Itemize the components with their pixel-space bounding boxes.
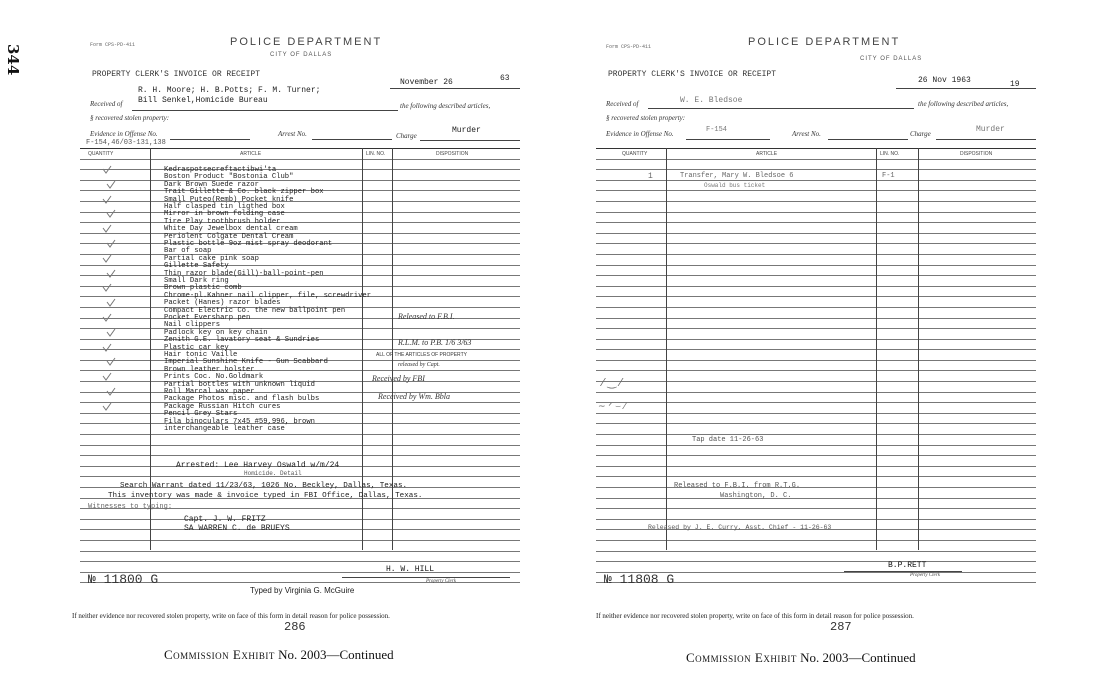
ruled-line: [80, 276, 520, 287]
invoice-heading: PROPERTY CLERK'S INVOICE OR RECEIPT: [608, 70, 777, 79]
ruled-line: [596, 530, 1036, 541]
article-item: Nail clippers: [164, 321, 221, 330]
ruled-line: [596, 371, 1036, 382]
property-clerk-name: H. W. HILL: [386, 565, 435, 574]
property-invoice-right: [596, 30, 1044, 634]
invoice-year: 19: [1010, 80, 1020, 89]
evidence-label: Evidence in Offense No.: [90, 130, 158, 138]
city-label: CITY OF DALLAS: [860, 56, 923, 62]
check-mark-icon: [102, 372, 112, 381]
ruled-line: [80, 541, 520, 552]
page-stamp: 287: [830, 620, 852, 634]
ruled-line: [80, 255, 520, 266]
ruled-line: [80, 530, 520, 541]
col-article: ARTICLE: [240, 151, 262, 157]
disposition-5: Received by Wm. Bbla: [378, 392, 450, 401]
col-quantity: QUANTITY: [88, 151, 114, 157]
col-article: ARTICLE: [756, 151, 778, 157]
article-item: Chrome-pl.Kahner nail clipper, file, screwdriver: [164, 291, 372, 300]
article-item: Compact Electric Co. the new ballpoint pen: [164, 306, 346, 315]
disposition-3: released by Capt.: [398, 362, 440, 368]
ruled-line: [80, 213, 520, 224]
ruled-line: [80, 520, 520, 531]
ruled-line: [596, 234, 1036, 245]
ruled-line: [596, 467, 1036, 478]
invoice-date: 26 Nov 1963: [918, 76, 971, 85]
release-line3: Released by J. E. Curry, Asst. Chief - 11-26-63: [648, 524, 832, 531]
article-item: Plastic bottle 9oz mist spray deodorant: [164, 240, 333, 248]
handwritten-mark: ~ ᐟ ⌣ ⁄: [598, 402, 626, 412]
offense-value: F-154: [706, 126, 728, 134]
ruled-line: [596, 509, 1036, 520]
ruled-line: [596, 382, 1036, 393]
col-lin: LIN. NO.: [366, 151, 386, 157]
recovered-label: § recovered stolen property:: [90, 114, 170, 122]
charge-value: Murder: [976, 125, 1005, 134]
following-label: the following described articles,: [918, 100, 1009, 108]
ruled-line: [596, 435, 1036, 446]
department-title: POLICE DEPARTMENT: [748, 36, 901, 48]
ruled-line: [80, 435, 520, 446]
arrested-line1: Arrested: Lee Harvey Oswald w/m/24: [176, 461, 340, 470]
arrested-line2: Homicide. Detail: [244, 470, 302, 477]
property-clerk-label: Property Clerk: [426, 579, 456, 584]
check-mark-icon: [102, 283, 112, 292]
property-clerk-label: Property Clerk: [910, 573, 940, 578]
form-code: Form CPS-PD-411: [606, 44, 652, 50]
ruled-line: [596, 244, 1036, 255]
offense-value: F-154,46/03-131,138: [86, 139, 166, 147]
ruled-line: [596, 477, 1036, 488]
footnote: If neither evidence nor recovered stolen property, write on face of this form in detail reason for police possession.: [596, 612, 914, 620]
check-mark-icon: [106, 298, 116, 307]
ruled-line: [596, 414, 1036, 425]
article-item: Pencil Grey Stars: [164, 410, 238, 419]
check-mark-icon: [106, 239, 116, 248]
article-item: Fila binoculars 7x45 #59,996, brown: [164, 417, 315, 426]
witness-2: SA WARREN C. de BRUEYS: [184, 524, 290, 533]
ruled-line: [596, 319, 1036, 330]
release-line1: Released to F.B.I. from R.T.G.: [674, 482, 801, 490]
article-item: Bar of soap: [164, 247, 212, 256]
article-item: interchangeable leather case: [164, 425, 285, 433]
check-mark-icon: [102, 254, 112, 263]
ruled-line: [596, 191, 1036, 202]
article-item: Half clasped tin ligthed box: [164, 203, 285, 211]
ruled-line: [596, 223, 1036, 234]
ruled-line: [596, 340, 1036, 351]
article-item: Kedraspotsecreftactibwi'ta: [164, 166, 277, 174]
ruled-line: [596, 541, 1036, 552]
ruled-line: [596, 202, 1036, 213]
article-item: Boston Product "Bostonia Club": [164, 173, 294, 182]
col-quantity: QUANTITY: [622, 151, 648, 157]
ruled-line: [596, 350, 1036, 361]
ruled-line: [596, 160, 1036, 171]
ruled-line: [596, 361, 1036, 372]
search-note: Search Warrant dated 11/23/63, 1026 No. Beckley, Dallas, Texas.: [120, 482, 408, 490]
check-mark-icon: [102, 224, 112, 233]
disposition-0: Released to F.B.I.: [398, 312, 455, 321]
evidence-label: Evidence in Offense No.: [606, 130, 674, 138]
ruled-line: [80, 552, 520, 563]
col-disposition: DISPOSITION: [960, 151, 993, 157]
col-lin: LIN. NO.: [880, 151, 900, 157]
article-item: Package Russian Hitch cures: [164, 402, 281, 411]
charge-label: Charge: [396, 132, 417, 140]
article-item: Hair tonic Vaille: [164, 351, 238, 359]
article-item: Prints Coc. No.Goldmark: [164, 373, 264, 382]
typed-by: Typed by Virginia G. McGuire: [250, 586, 355, 595]
check-mark-icon: [102, 195, 112, 204]
check-mark-icon: [106, 180, 116, 189]
article-item: Tire Play toothbrush holder: [164, 217, 281, 226]
ruled-line: [80, 202, 520, 213]
inventory-note: This inventory was made & invoice typed in FBI Office, Dallas, Texas.: [108, 492, 423, 500]
article-item: Package Photos misc. and flash bulbs: [164, 395, 320, 404]
witness-label: Witnesses to typing:: [88, 503, 173, 511]
witness-1: Capt. J. W. FRITZ: [184, 515, 266, 524]
serial-number: № 11800 G: [88, 572, 159, 587]
article-item: Imperial Sunshine Knife - Gun Scabbard: [164, 358, 328, 367]
invoice-heading: PROPERTY CLERK'S INVOICE OR RECEIPT: [92, 70, 261, 79]
item-article-line2: Oswald bus ticket: [704, 182, 766, 189]
ruled-line: [596, 297, 1036, 308]
articles-table: [596, 148, 1036, 552]
ruled-line: [596, 213, 1036, 224]
disposition-4: Received by FBI: [372, 374, 425, 383]
article-item: Brown plastic comb: [164, 284, 242, 293]
disposition-2: ALL OF THE ARTICLES OF PROPERTY: [376, 352, 467, 358]
page-number: 344: [4, 44, 22, 76]
ruled-line: [80, 160, 520, 171]
article-item: Partial cake pink soap: [164, 254, 259, 263]
footnote: If neither evidence nor recovered stolen property, write on face of this form in detail reason for police possession.: [72, 612, 390, 620]
article-item: Zenith G.E. lavatory seat & Sundries: [164, 336, 320, 345]
caption-left: Commission Exhibit No. 2003—Continued: [164, 647, 394, 662]
ruled-line: [596, 170, 1036, 181]
ruled-line: [596, 403, 1036, 414]
ruled-line: [596, 552, 1036, 563]
check-mark-icon: [106, 209, 116, 218]
ruled-line: [596, 424, 1036, 435]
check-mark-icon: [106, 328, 116, 337]
article-item: Partial bottles with unknown liquid: [164, 380, 315, 389]
item-quantity: 1: [648, 172, 653, 181]
arrest-label: Arrest No.: [278, 130, 307, 138]
charge-value: Murder: [452, 126, 481, 135]
ruled-line: [80, 403, 520, 414]
property-clerk-name: B.P.RETT: [888, 561, 927, 570]
invoice-date: November 26: [400, 78, 453, 87]
article-item: Packet (Hanes) razor blades: [164, 299, 281, 308]
check-mark-icon: [102, 165, 112, 174]
col-disposition: DISPOSITION: [436, 151, 469, 157]
invoice-year: 63: [500, 74, 510, 83]
check-mark-icon: [102, 313, 112, 322]
ruled-line: [596, 255, 1036, 266]
check-mark-icon: [106, 387, 116, 396]
ruled-line: [80, 424, 520, 435]
property-invoice-left: [72, 30, 528, 634]
ruled-line: [596, 499, 1036, 510]
item-article-line1: Transfer, Mary W. Bledsoe 6: [680, 172, 794, 180]
form-code: Form CPS-PD-411: [90, 42, 136, 48]
ruled-line: [596, 329, 1036, 340]
article-item: Thin razor blade(Gill)-ball-point-pen: [164, 269, 324, 278]
arrest-label: Arrest No.: [792, 130, 821, 138]
ruled-line: [80, 170, 520, 181]
ruled-line: [596, 276, 1036, 287]
check-mark-icon: [102, 402, 112, 411]
article-item: Padlock key on key chain: [164, 328, 268, 337]
ruled-line: [596, 488, 1036, 499]
ruled-line: [80, 223, 520, 234]
article-item: White Day Jewelbox dental cream: [164, 225, 298, 234]
city-label: CITY OF DALLAS: [270, 52, 333, 58]
received-from-line1: R. H. Moore; H. B.Potts; F. M. Turner;: [138, 86, 321, 95]
ruled-line: [596, 393, 1036, 404]
recovered-label: § recovered stolen property:: [606, 114, 686, 122]
article-item: Trait Gillette & Co. black zipper box: [164, 188, 324, 197]
check-mark-icon: [106, 269, 116, 278]
article-item: Gillette Safety: [164, 262, 229, 271]
received-label: Received of: [90, 100, 123, 108]
ruled-line: [596, 266, 1036, 277]
ruled-line: [596, 287, 1036, 298]
ruled-line: [596, 446, 1036, 457]
handwritten-mark: ⁄ ‿ ⁄: [602, 376, 622, 389]
release-line2: Washington, D. C.: [720, 492, 792, 500]
ruled-line: [596, 181, 1036, 192]
check-mark-icon: [106, 357, 116, 366]
received-from: W. E. Bledsoe: [680, 96, 743, 105]
following-label: the following described articles,: [400, 102, 491, 110]
article-item: Small Puteo(Remb) Pocket knife: [164, 195, 294, 204]
charge-label: Charge: [910, 130, 931, 138]
ruled-line: [596, 456, 1036, 467]
department-title: POLICE DEPARTMENT: [230, 36, 383, 48]
received-from-line2: Bill Senkel,Homicide Bureau: [138, 96, 268, 105]
item-lin: F-1: [882, 172, 895, 180]
article-item: Roll Marcal wax paper: [164, 388, 255, 396]
received-label: Received of: [606, 100, 639, 108]
caption-right: Commission Exhibit No. 2003—Continued: [686, 650, 916, 665]
tap-date: Tap date 11-26-63: [692, 436, 764, 444]
check-mark-icon: [102, 343, 112, 352]
article-item: Brown leather holster: [164, 365, 255, 374]
serial-number: № 11808 G: [604, 572, 675, 587]
page-stamp: 286: [284, 620, 306, 634]
ruled-line: [80, 446, 520, 457]
article-item: Dark Brown Suede razor: [164, 180, 259, 189]
article-item: Pocket Eversharp pen: [164, 314, 251, 322]
article-item: Small Dark ring: [164, 277, 229, 285]
ruled-line: [596, 308, 1036, 319]
disposition-1: R.L.M. to P.B. 1/6 3/63: [398, 338, 472, 347]
article-item: Mirror in brown folding case: [164, 210, 285, 219]
article-item: Periolent Colgate Dental Cream: [164, 232, 294, 241]
article-item: Plastic car key: [164, 343, 229, 352]
